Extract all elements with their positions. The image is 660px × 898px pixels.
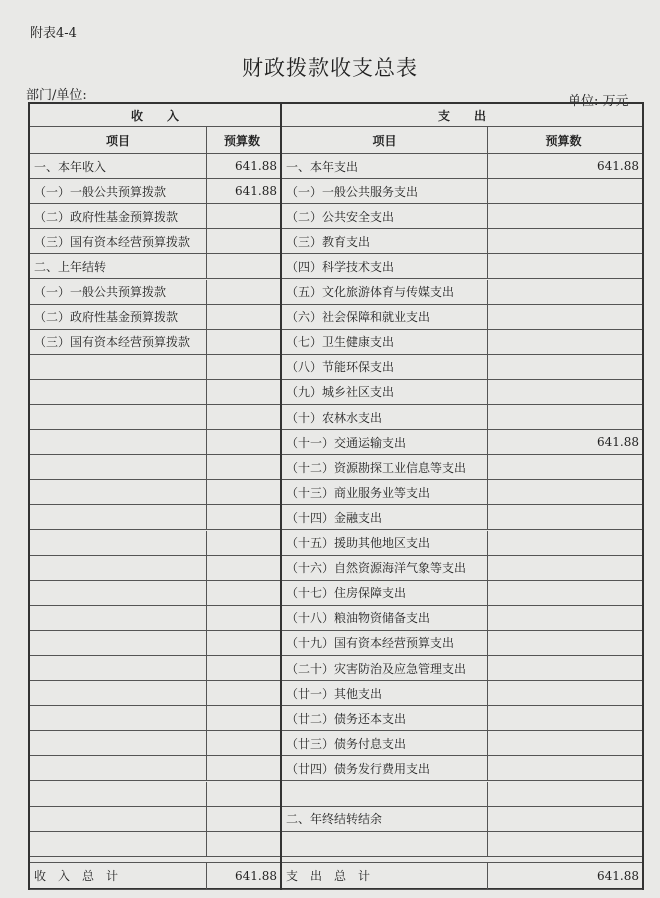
row-item (30, 656, 206, 680)
row-amount (487, 505, 642, 529)
row-item: （十四）金融支出 (286, 510, 383, 525)
row-item: （五）文化旅游体育与传媒支出 (286, 285, 455, 300)
row-item: （十七）住房保障支出 (286, 586, 407, 601)
income-section (30, 104, 280, 888)
row-item: （二）政府性基金预算拨款 (34, 209, 179, 224)
table-row (30, 254, 280, 279)
table-row (282, 656, 642, 681)
table-row (30, 229, 280, 254)
row-item (30, 631, 206, 655)
row-item: （一）一般公共服务支出 (286, 184, 419, 199)
table-row (30, 505, 280, 530)
table-row (30, 355, 280, 380)
row-item: （十三）商业服务业等支出 (286, 485, 431, 500)
row-amount (206, 505, 280, 529)
row-amount (487, 330, 642, 354)
row-amount (487, 556, 642, 580)
row-item (30, 455, 206, 479)
row-amount (206, 681, 280, 705)
row-item: 收 入 总 计 (34, 869, 119, 884)
table-row (282, 631, 642, 656)
row-amount (206, 656, 280, 680)
income-colheader-row (30, 127, 280, 154)
table-row (282, 204, 642, 229)
table-row (30, 556, 280, 581)
row-item: （一）一般公共预算拨款 (34, 184, 167, 199)
row-item (30, 731, 206, 755)
expense-header: 支 出 (437, 108, 486, 123)
row-amount (487, 832, 642, 856)
row-amount (206, 807, 280, 831)
row-amount (206, 631, 280, 655)
row-item: 一、本年收入 (34, 159, 107, 174)
row-item: （九）城乡社区支出 (286, 385, 395, 400)
table-row (30, 305, 280, 330)
row-amount (206, 756, 280, 780)
table-row (30, 204, 280, 229)
row-amount: 641.88 (487, 154, 642, 178)
table-row (282, 531, 642, 556)
row-amount (487, 581, 642, 605)
row-item (30, 581, 206, 605)
income-col-item: 项目 (105, 133, 130, 148)
row-item (282, 832, 487, 856)
row-item: （一）一般公共预算拨款 (34, 285, 167, 300)
table-row (282, 179, 642, 204)
table-row (30, 531, 280, 556)
row-amount (487, 480, 642, 504)
table-row (30, 430, 280, 455)
row-item: （八）节能环保支出 (286, 360, 395, 375)
table-row (282, 405, 642, 430)
spacer-row (282, 857, 642, 863)
row-amount (487, 656, 642, 680)
row-amount (206, 380, 280, 404)
row-item: （廿一）其他支出 (286, 686, 383, 701)
income-header: 收 入 (130, 108, 179, 123)
row-item (30, 430, 206, 454)
row-amount (487, 305, 642, 329)
row-amount (487, 204, 642, 228)
row-amount (487, 254, 642, 278)
row-amount (206, 405, 280, 429)
row-amount: 641.88 (487, 863, 642, 889)
table-row (30, 832, 280, 857)
row-item: （十二）资源勘探工业信息等支出 (286, 460, 467, 475)
row-amount (487, 706, 642, 730)
row-amount (487, 731, 642, 755)
income-col-budget: 预算数 (206, 127, 280, 153)
row-item (30, 606, 206, 630)
table-row (30, 706, 280, 731)
row-item (282, 782, 487, 806)
table-row (30, 480, 280, 505)
row-item: （三）国有资本经营预算拨款 (34, 335, 191, 350)
row-amount (206, 280, 280, 304)
row-item: 一、本年支出 (286, 159, 359, 174)
row-item: （廿二）债务还本支出 (286, 711, 407, 726)
row-amount (206, 606, 280, 630)
table-row (30, 455, 280, 480)
table-row (30, 681, 280, 706)
row-item (30, 782, 206, 806)
table-row (30, 380, 280, 405)
table-row (282, 355, 642, 380)
row-amount (206, 531, 280, 555)
row-item: （廿三）债务付息支出 (286, 736, 407, 751)
table-row (282, 581, 642, 606)
row-item: （二）公共安全支出 (286, 209, 395, 224)
row-amount (206, 254, 280, 278)
row-item (30, 832, 206, 856)
table-row (282, 254, 642, 279)
row-amount (206, 430, 280, 454)
table-row (30, 606, 280, 631)
table-row (30, 631, 280, 656)
table-row (30, 656, 280, 681)
table-row (282, 455, 642, 480)
row-amount (487, 380, 642, 404)
row-amount: 641.88 (206, 863, 280, 889)
row-amount (206, 355, 280, 379)
row-amount (206, 581, 280, 605)
table-row (30, 756, 280, 781)
row-item (30, 706, 206, 730)
dept-label: 部门/单位: (26, 88, 87, 103)
table-row (30, 405, 280, 430)
income-total-row (30, 863, 280, 890)
row-item: （三）教育支出 (286, 234, 371, 249)
row-amount (487, 531, 642, 555)
row-amount (487, 631, 642, 655)
row-amount (206, 204, 280, 228)
table-row (282, 480, 642, 505)
table-row (282, 330, 642, 355)
table-row (282, 832, 642, 857)
row-amount (206, 229, 280, 253)
row-amount: 641.88 (206, 154, 280, 178)
table-row (30, 731, 280, 756)
row-item: （廿四）债务发行费用支出 (286, 761, 431, 776)
row-item (30, 505, 206, 529)
table-row (282, 380, 642, 405)
row-item: （十九）国有资本经营预算支出 (286, 636, 455, 651)
row-amount (206, 556, 280, 580)
unit-label: 单位: 万元 (568, 94, 629, 109)
table-row (282, 606, 642, 631)
row-amount (487, 782, 642, 806)
expense-section (282, 104, 642, 888)
row-amount: 641.88 (206, 179, 280, 203)
row-amount (487, 280, 642, 304)
table-row (30, 807, 280, 832)
row-item (30, 380, 206, 404)
table-row (30, 782, 280, 807)
income-header-row (30, 104, 280, 127)
row-amount (487, 756, 642, 780)
row-amount (487, 229, 642, 253)
row-amount (206, 731, 280, 755)
row-amount (487, 405, 642, 429)
row-amount: 641.88 (487, 430, 642, 454)
spacer-row (30, 857, 280, 863)
row-amount (206, 832, 280, 856)
table-row (282, 756, 642, 781)
row-item: 二、上年结转 (34, 259, 107, 274)
expense-total-row (282, 863, 642, 890)
row-amount (206, 330, 280, 354)
row-amount (206, 706, 280, 730)
table-row (30, 330, 280, 355)
row-item: （二）政府性基金预算拨款 (34, 310, 179, 325)
row-item: （十一）交通运输支出 (286, 435, 407, 450)
row-item (30, 681, 206, 705)
row-item: （六）社会保障和就业支出 (286, 310, 431, 325)
expense-col-budget: 预算数 (487, 127, 642, 153)
table-row (282, 305, 642, 330)
row-item: （四）科学技术支出 (286, 259, 395, 274)
annex-label: 附表4-4 (30, 26, 77, 41)
row-amount (206, 305, 280, 329)
table-row (30, 154, 280, 179)
table-row (30, 581, 280, 606)
row-amount (487, 455, 642, 479)
row-item: 二、年终结转结余 (286, 812, 383, 827)
table-row (30, 179, 280, 204)
row-item (30, 355, 206, 379)
table-row (282, 556, 642, 581)
budget-table (28, 102, 644, 890)
row-amount (206, 455, 280, 479)
row-item (30, 480, 206, 504)
table-row (282, 430, 642, 455)
row-item: 支 出 总 计 (286, 869, 371, 884)
table-row (282, 731, 642, 756)
expense-header-row (282, 104, 642, 127)
table-row (282, 154, 642, 179)
row-amount (206, 480, 280, 504)
row-item (30, 556, 206, 580)
row-item: （十六）自然资源海洋气象等支出 (286, 561, 467, 576)
expense-colheader-row (282, 127, 642, 154)
table-row (282, 229, 642, 254)
expense-col-item: 项目 (372, 133, 397, 148)
table-row (30, 280, 280, 305)
row-item: （三）国有资本经营预算拨款 (34, 234, 191, 249)
row-item: （二十）灾害防治及应急管理支出 (286, 661, 467, 676)
row-item: （十）农林水支出 (286, 410, 383, 425)
row-amount (487, 606, 642, 630)
table-row (282, 280, 642, 305)
row-amount (206, 782, 280, 806)
table-row (282, 782, 642, 807)
row-item: （七）卫生健康支出 (286, 335, 395, 350)
page-title: 财政拨款收支总表 (242, 56, 418, 80)
row-item (30, 756, 206, 780)
row-item (30, 405, 206, 429)
row-amount (487, 179, 642, 203)
row-amount (487, 355, 642, 379)
table-row (282, 706, 642, 731)
row-item: （十八）粮油物资储备支出 (286, 611, 431, 626)
row-amount (487, 681, 642, 705)
row-amount (487, 807, 642, 831)
row-item (30, 531, 206, 555)
table-row (282, 807, 642, 832)
row-item (30, 807, 206, 831)
table-row (282, 505, 642, 530)
table-row (282, 681, 642, 706)
row-item: （十五）援助其他地区支出 (286, 536, 431, 551)
